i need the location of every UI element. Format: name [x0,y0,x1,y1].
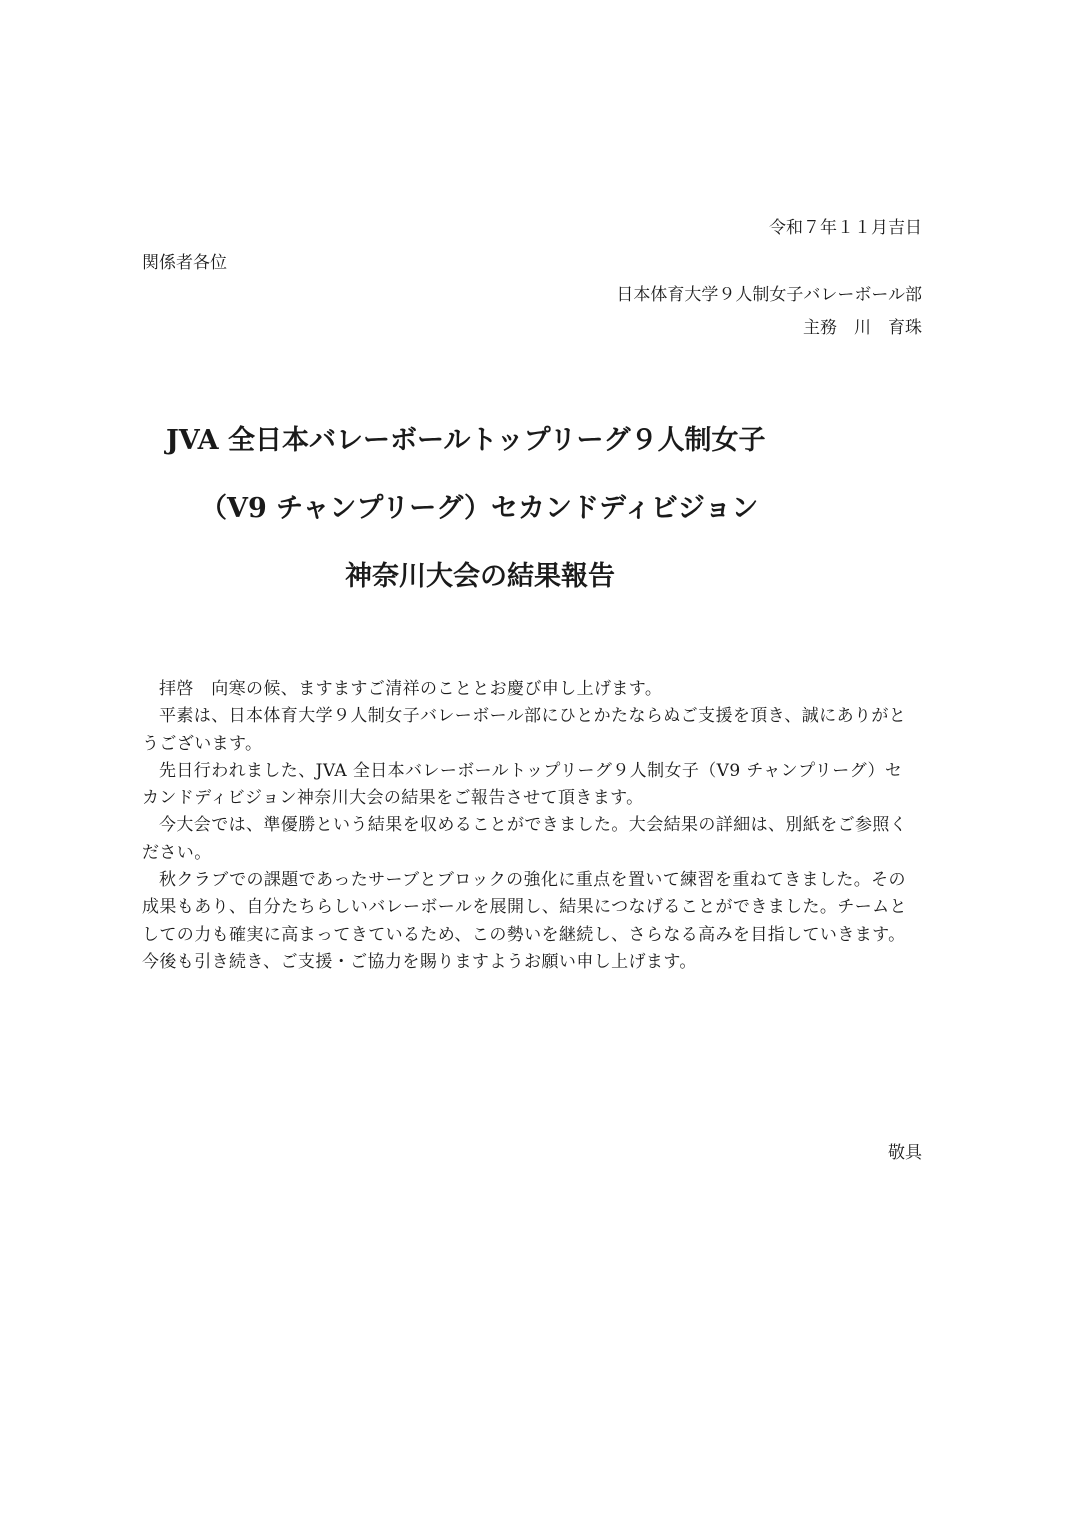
sender-name: 主務 川 育珠 [803,318,922,338]
body-paragraph-result: 今大会では、準優勝という結果を収めることができました。大会結果の詳細は、別紙をご参照ください。 [142,815,908,863]
title-line-2: （V9 チャンプリーグ）セカンドディビジョン [200,493,759,524]
body-paragraph-thanks: 平素は、日本体育大学９人制女子バレーボール部にひとかたならぬご支援を頂き、誠にありがとうございます。 [142,706,907,754]
closing-word: 敬具 [888,1143,922,1163]
title-line-3: 神奈川大会の結果報告 [345,561,615,592]
letter-date: 令和７年１１月吉日 [769,218,922,238]
letter-body [142,676,916,976]
recipient: 関係者各位 [142,253,227,273]
body-paragraph-greeting: 拝啓 向寒の候、ますますご清祥のこととお慶び申し上げます。 [159,679,663,699]
sender-organization: 日本体育大学９人制女子バレーボール部 [616,285,922,305]
body-paragraph-report: 先日行われました、JVA 全日本バレーボールトップリーグ９人制女子（V9 チャンプリーグ）セカンドディビジョン神奈川大会の結果をご報告させて頂きます。 [142,760,903,809]
body-paragraph-outlook: 秋クラブでの課題であったサーブとブロックの強化に重点を置いて練習を重ねてきました。その成果もあり、自分たちらしいバレーボールを展開し、結果につなげることができました。チームとしての力も確実に高まってきているため、この勢いを継続し、さらなる高みを目指していきます。今後も引き続き、ご支援・ご協力を賜りますようお願い申し上げます。 [142,870,907,972]
title-line-1: JVA 全日本バレーボールトップリーグ９人制女子 [166,425,766,456]
